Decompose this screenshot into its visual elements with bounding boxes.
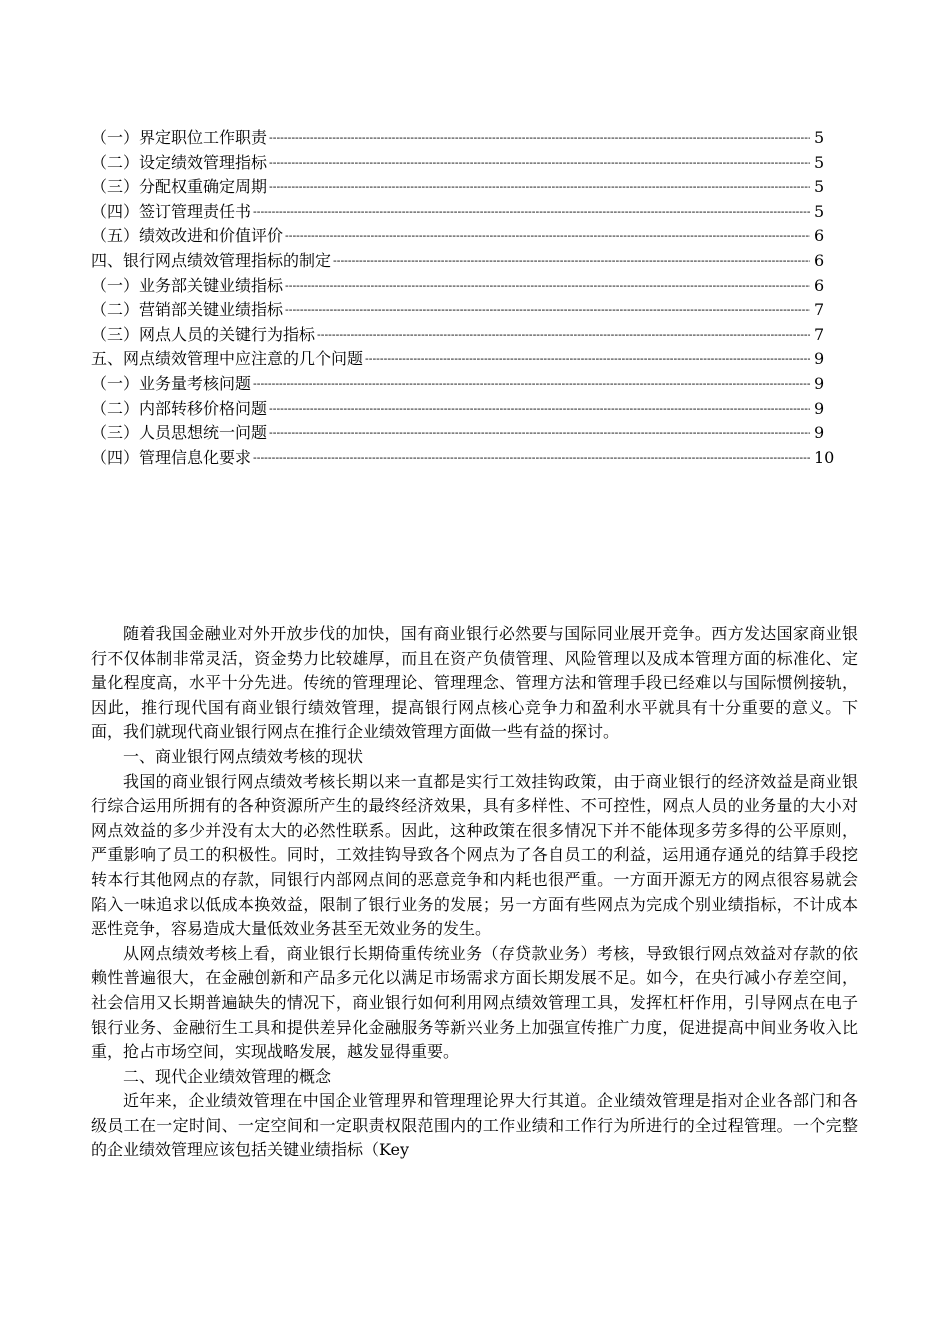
toc-leader: [267, 421, 810, 446]
toc-entry[interactable]: [91, 249, 836, 274]
toc-entry[interactable]: [91, 446, 836, 471]
toc-entry-title: （四）签订管理责任书: [91, 201, 252, 221]
toc-entry[interactable]: [91, 151, 836, 176]
toc-entry-page: 5: [814, 177, 825, 197]
toc-entry-title: 四、银行网点绩效管理指标的制定: [91, 250, 332, 270]
toc-leader: [315, 323, 810, 348]
toc-leader: [283, 224, 810, 249]
toc-entry[interactable]: [91, 397, 836, 422]
paragraph-concept: 近年来，企业绩效管理在中国企业管理界和管理理论界大行其道。企业绩效管理是指对企业各部门和各级员工在一定时间、一定空间和一定职责权限范围内的工作业绩和工作行为所进行的全过程管理。一个完整的企业绩效管理应该包括关键业绩指标（Key: [91, 1091, 858, 1160]
toc-entry-page: 6: [814, 275, 825, 295]
toc-entry-title: （二）内部转移价格问题: [91, 398, 268, 418]
toc-entry-title: （二）营销部关键业绩指标: [91, 300, 284, 320]
document-body: [91, 622, 858, 1163]
toc-entry-title: （一）业务量考核问题: [91, 373, 252, 393]
section-heading-1: 一、商业银行网点绩效考核的现状: [123, 746, 364, 766]
toc-entry-page: 6: [814, 250, 825, 270]
toc-entry[interactable]: [91, 200, 836, 225]
paragraph-assessment: 从网点绩效考核上看，商业银行长期倚重传统业务（存贷款业务）考核，导致银行网点效益对存款的依赖性普遍很大，在金融创新和产品多元化以满足市场需求方面长期发展不足。如今，在央行减小存差空间，社会信用又长期普遍缺失的情况下，商业银行如何利用网点绩效管理工具，发挥杠杆作用，引导网点在电子银行业务、金融衍生工具和提供差异化金融服务等新兴业务上加强宣传推广力度，促进提高中间业务收入比重，抢占市场空间，实现战略发展，越发显得重要。: [91, 943, 858, 1062]
toc-entry-page: 5: [814, 128, 825, 147]
toc-entry-title: （一）业务部关键业绩指标: [91, 275, 284, 295]
toc-leader: [251, 446, 810, 471]
toc-entry-page: 9: [814, 373, 825, 393]
toc-entry-title: （一）界定职位工作职责: [91, 128, 268, 147]
toc-entry-title: 五、网点绩效管理中应注意的几个问题: [91, 349, 364, 369]
toc-leader: [267, 126, 810, 151]
toc-entry[interactable]: [91, 126, 836, 151]
toc-entry[interactable]: [91, 298, 836, 323]
paragraph-current-status: 我国的商业银行网点绩效考核长期以来一直都是实行工效挂钩政策，由于商业银行的经济效益是商业银行综合运用所拥有的各种资源所产生的最终经济效果，具有多样性、不可控性，网点人员的业务量的大小对网点效益的多少并没有太大的必然性联系。因此，这种政策在很多情况下并不能体现多劳多得的公平原则，严重影响了员工的积极性。同时，工效挂钩导致各个网点为了各自员工的利益，运用通存通兑的结算手段挖转本行其他网点的存款，同银行内部网点间的恶意竞争和内耗也很严重。一方面开源无方的网点很容易就会陷入一味追求以低成本换效益，限制了银行业务的发展；另一方面有些网点为完成个别业绩指标，不计成本恶性竞争，容易造成大量低效业务甚至无效业务的发生。: [91, 771, 858, 939]
toc-entry[interactable]: [91, 224, 836, 249]
paragraph-intro: 随着我国金融业对外开放步伐的加快，国有商业银行必然要与国际同业展开竞争。西方发达国家商业银行不仅体制非常灵活，资金势力比较雄厚，而且在资产负债管理、风险管理以及成本管理方面的标准化、定量化程度高，水平十分先进。传统的管理理论、管理理念、管理方法和管理手段已经难以与国际惯例接轨，因此，推行现代国有商业银行绩效管理，提高银行网点核心竞争力和盈利水平就具有十分重要的意义。下面，我们就现代商业银行网点在推行企业绩效管理方面做一些有益的探讨。: [91, 624, 858, 742]
toc-leader: [283, 274, 810, 299]
table-of-contents: [91, 126, 836, 470]
toc-entry-title: （五）绩效改进和价值评价: [91, 226, 284, 246]
toc-entry-title: （二）设定绩效管理指标: [91, 152, 268, 172]
toc-entry-page: 9: [814, 423, 825, 443]
toc-entry-page: 5: [814, 152, 825, 172]
toc-entry-page: 6: [814, 226, 825, 246]
toc-entry-title: （三）分配权重确定周期: [91, 177, 268, 197]
toc-entry[interactable]: [91, 175, 836, 200]
toc-entry-page: 9: [814, 398, 825, 418]
toc-entry-title: （四）管理信息化要求: [91, 447, 252, 467]
toc-leader: [251, 372, 810, 397]
toc-leader: [331, 249, 810, 274]
toc-leader: [267, 397, 810, 422]
toc-entry[interactable]: [91, 347, 836, 372]
toc-entry-page: 7: [814, 324, 825, 344]
toc-entry-title: （三）人员思想统一问题: [91, 423, 268, 443]
toc-entry-title: （三）网点人员的关键行为指标: [91, 324, 316, 344]
toc-leader: [283, 298, 810, 323]
toc-entry[interactable]: [91, 274, 836, 299]
toc-leader: [251, 200, 810, 225]
toc-leader: [267, 151, 810, 176]
section-heading-2: 二、现代企业绩效管理的概念: [123, 1066, 332, 1086]
toc-entry-page: 9: [814, 349, 825, 369]
toc-entry[interactable]: [91, 323, 836, 348]
toc-entry[interactable]: [91, 421, 836, 446]
toc-leader: [363, 347, 810, 372]
toc-entry[interactable]: [91, 372, 836, 397]
toc-leader: [267, 175, 810, 200]
toc-entry-page: 7: [814, 300, 825, 320]
toc-entry-page: 10: [814, 447, 835, 467]
toc-entry-page: 5: [814, 201, 825, 221]
